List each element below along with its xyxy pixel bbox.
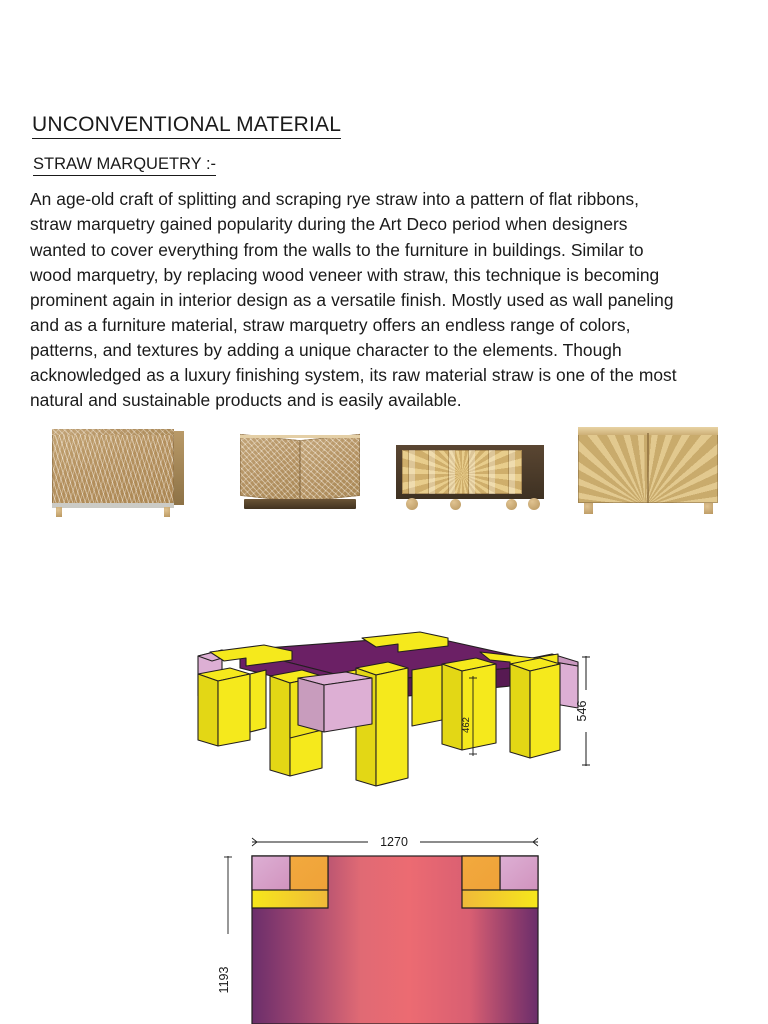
dimension-label-1193: 1193 — [217, 966, 231, 994]
gallery-image-straw-marquetry-sideboard — [560, 415, 736, 520]
dimension-label-462: 462 — [461, 717, 472, 733]
isometric-drawing — [180, 628, 600, 793]
gallery-image-straw-marquetry-side-table — [232, 415, 370, 520]
gallery-image-straw-marquetry-media-console — [388, 415, 560, 520]
plan-drawing — [208, 830, 558, 1024]
dimension-plan-width — [252, 835, 538, 849]
section-subtitle: STRAW MARQUETRY :- — [33, 155, 216, 176]
dimension-label-1270: 1270 — [380, 835, 408, 849]
dimension-label-546: 546 — [575, 700, 589, 722]
image-gallery — [30, 415, 736, 520]
gallery-image-straw-marquetry-cabinet — [30, 415, 196, 520]
body-paragraph: An age-old craft of splitting and scraping rye straw into a pattern of flat ribbons, straw marquetry gained popularity during the Art Deco period when designers wanted to cover everything from the walls to the furniture in buildings. Similar to wood marquetry, by replacing wood veneer with straw, this technique is becoming prominent again in interior design as a versatile finish. Mostly used as wall paneling and as a furniture material, straw marquetry offers an endless range of colors, patterns, and textures by adding a unique character to the elements. Though acknowledged as a luxury finishing system, its raw material straw is one of the most natural and sustainable products and is easily available. — [30, 189, 677, 411]
dimension-plan-depth — [217, 856, 232, 993]
page-title: UNCONVENTIONAL MATERIAL — [32, 113, 341, 139]
